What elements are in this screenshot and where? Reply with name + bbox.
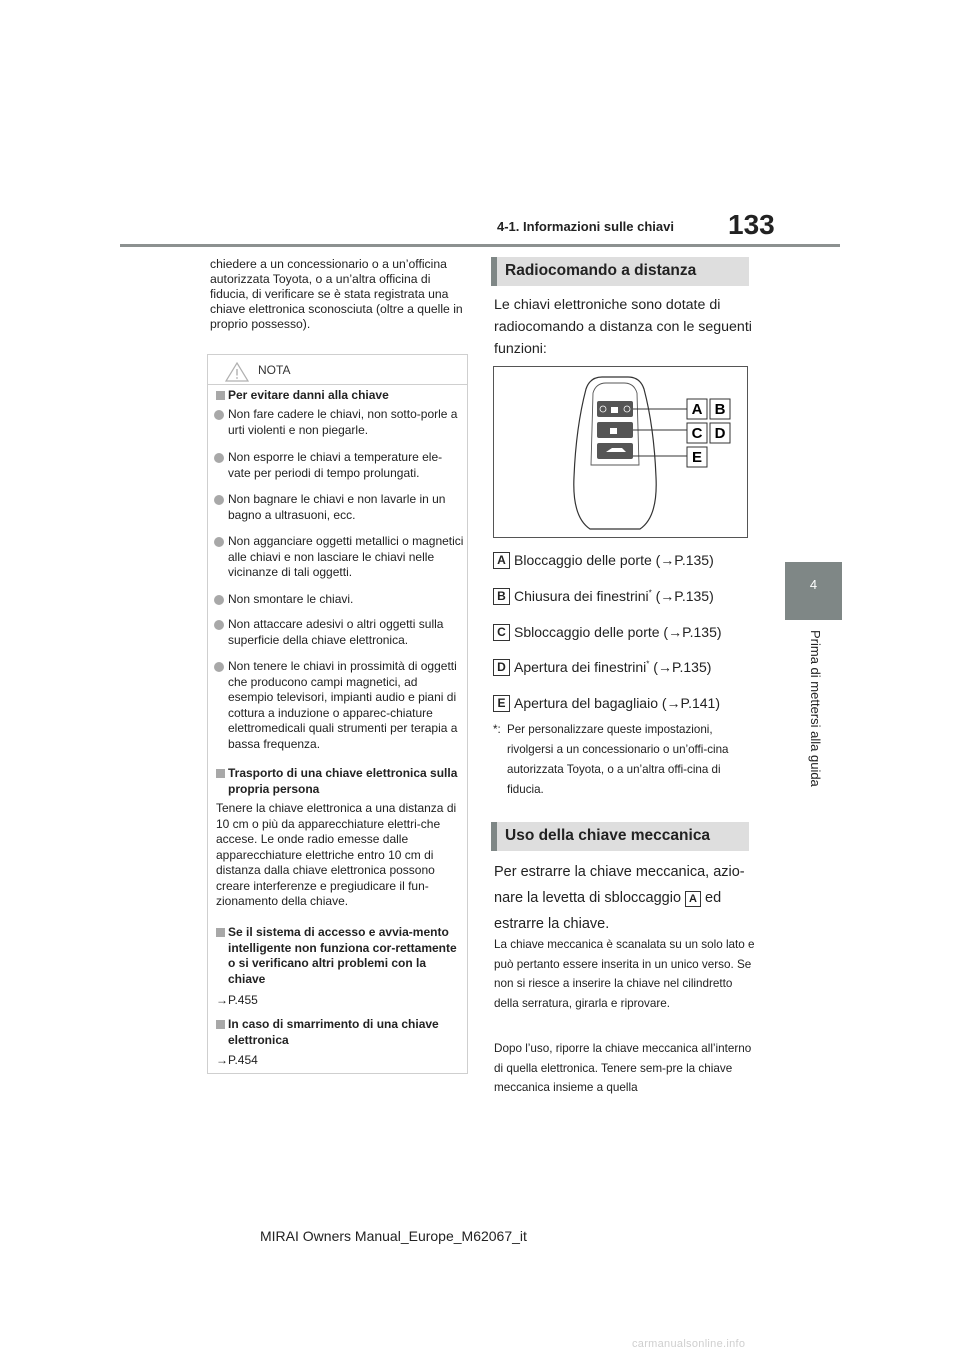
- page-reference-link[interactable]: →P.455: [216, 993, 258, 1007]
- mech-key-paragraph: Dopo l’uso, riporre la chiave meccanica all’interno di quella elettronica. Tenere sem-pre la chiave meccanica insieme a quella: [494, 1042, 752, 1094]
- legend-item-d: [493, 658, 763, 678]
- square-bullet-icon: [216, 391, 225, 400]
- figure-label: A: [691, 401, 703, 418]
- square-bullet-icon: [216, 928, 225, 937]
- callout-key: A: [685, 891, 701, 907]
- legend-item-c: [493, 623, 763, 643]
- bullet-dot-icon: [214, 410, 224, 420]
- page-number: 133: [728, 209, 775, 240]
- key-fob-figure: [493, 366, 748, 538]
- legend-text: Sbloccaggio delle porte (→P.135): [514, 624, 722, 640]
- square-bullet-icon: [216, 769, 225, 778]
- document-footer: MIRAI Owners Manual_Europe_M62067_it: [260, 1228, 527, 1244]
- figure-label: D: [714, 425, 726, 442]
- mech-key-instruction: Per estrarre la chiave meccanica, azio-nare la levetta di sbloccaggio A ed estrarre la chiave.: [494, 864, 745, 932]
- intro-paragraph: chiedere a un concessionario o a un’officina autorizzata Toyota, o a un’altra officina di fiducia, di verificare se è stata registrata una chiave elettronica sconosciuta (oltre a quelle in proprio possesso).: [210, 257, 463, 331]
- legend-item-a: [493, 551, 763, 571]
- figure-label: E: [691, 449, 703, 466]
- figure-label: C: [691, 425, 703, 442]
- nota-label: NOTA: [258, 363, 291, 377]
- chapter-title: Prima di mettersi alla guida: [808, 630, 823, 787]
- bullet-dot-icon: [214, 595, 224, 605]
- list-item: Non smontare le chiavi.: [214, 592, 464, 608]
- remote-intro-paragraph: Le chiavi elettroniche sono dotate di radiocomando a distanza con le seguenti funzioni:: [494, 297, 752, 357]
- nota-section-title: Se il sistema di accesso e avvia-mento intelligente non funziona cor-rettamente o si verificano altri problemi con la chiave: [216, 925, 461, 987]
- bullet-dot-icon: [214, 620, 224, 630]
- legend-text: Chiusura dei finestrini* (→P.135): [514, 588, 714, 604]
- list-item: Non fare cadere le chiavi, non sotto-porle a urti violenti e non piegarle.: [214, 407, 464, 438]
- nota-divider: [208, 384, 467, 385]
- figure-label: B: [714, 401, 726, 418]
- bullet-dot-icon: [214, 537, 224, 547]
- key-fob-illustration: [494, 367, 747, 537]
- list-item: Non bagnare le chiavi e non lavarle in un bagno a ultrasuoni, ecc.: [214, 492, 464, 523]
- legend-key: B: [493, 588, 510, 605]
- square-bullet-icon: [216, 1020, 225, 1029]
- section-banner: Uso della chiave meccanica: [491, 822, 749, 851]
- warning-icon: [225, 362, 249, 382]
- mech-key-paragraph: La chiave meccanica è scanalata su un solo lato e può pertanto essere inserita in un unico verso. Se non si riesce a inserire la chiave nel cilindretto della serratura, girarla e riprovare.: [494, 938, 755, 1010]
- list-item: Non esporre le chiavi a temperature ele-vate per periodi di tempo prolungati.: [214, 450, 464, 481]
- section-title: 4-1. Informazioni sulle chiavi: [497, 219, 674, 234]
- list-item: Non agganciare oggetti metallici o magnetici alle chiavi e non lasciare le chiavi nelle vicinanze di tali oggetti.: [214, 534, 464, 581]
- list-item: Non tenere le chiavi in prossimità di oggetti che producono campi magnetici, ad esempio televisori, impianti audio e piani di cottura a induzione o apparec-chiature elettromedicali quali strumenti per terapia a bassa frequenza.: [214, 659, 464, 752]
- legend-item-b: [493, 587, 763, 607]
- legend-key: D: [493, 659, 510, 676]
- banner-bar: [491, 257, 497, 286]
- banner-bar: [491, 822, 497, 851]
- watermark: carmanualsonline.info: [632, 1338, 746, 1350]
- legend-item-e: [493, 694, 763, 714]
- legend-key: C: [493, 624, 510, 641]
- legend-key: E: [493, 695, 510, 712]
- nota-section-title: Trasporto di una chiave elettronica sulla propria persona: [216, 766, 461, 797]
- chapter-number: 4: [809, 577, 818, 592]
- legend-text: Bloccaggio delle porte (→P.135): [514, 552, 714, 568]
- footnote-mark: *:: [493, 723, 501, 736]
- nota-section-title: In caso di smarrimento di una chiave elettronica: [216, 1017, 461, 1048]
- legend-text: Apertura del bagagliaio (→P.141): [514, 695, 720, 711]
- bullet-dot-icon: [214, 453, 224, 463]
- bullet-dot-icon: [214, 495, 224, 505]
- section-banner: Radiocomando a distanza: [491, 257, 749, 286]
- list-item: Non attaccare adesivi o altri oggetti sulla superficie della chiave elettronica.: [214, 617, 464, 648]
- bullet-dot-icon: [214, 662, 224, 672]
- legend-key: A: [493, 552, 510, 569]
- nota-section-title: Per evitare danni alla chiave: [216, 388, 461, 404]
- nota-paragraph: Tenere la chiave elettronica a una distanza di 10 cm o più da apparecchiature elettri-che accese. Le onde radio emesse dalle apparecchiature elettriche entro 10 cm di distanza dalla chiave elettronica possono creare interferenze e pregiudicare il fun-zionamento della chiave.: [216, 801, 457, 908]
- page-reference-link[interactable]: →P.454: [216, 1053, 258, 1067]
- header-rule: [120, 244, 840, 247]
- legend-text: Apertura dei finestrini* (→P.135): [514, 659, 712, 675]
- footnote: *: Per personalizzare queste impostazioni, rivolgersi a un concessionario o un’offi-cina autorizzata Toyota, o a un’altra offi-cina di fiducia.: [493, 720, 753, 800]
